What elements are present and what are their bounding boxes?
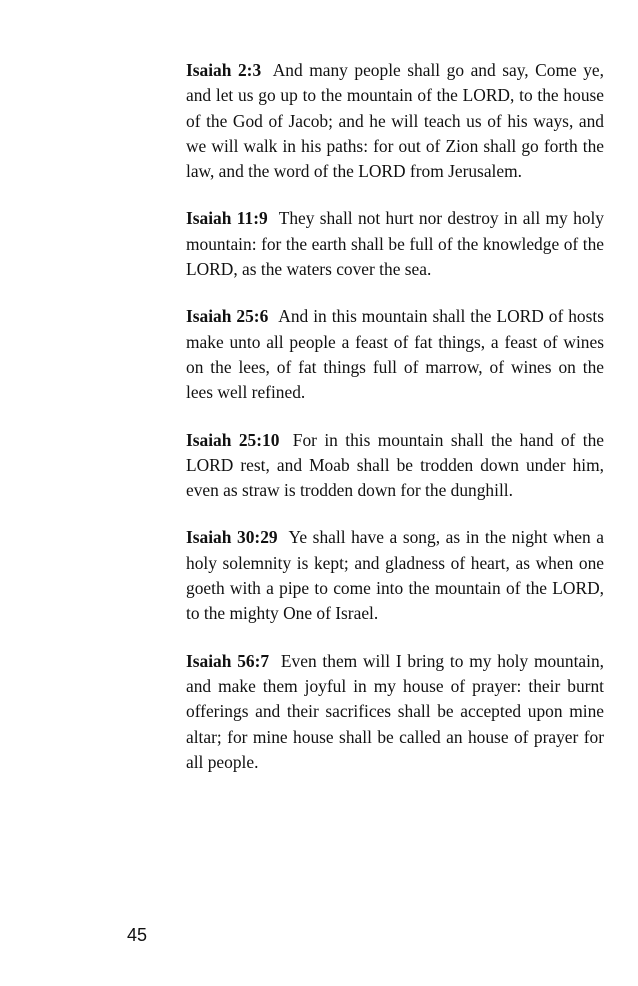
verse-reference: Isaiah 11:9	[186, 208, 268, 229]
verse-paragraph	[186, 525, 604, 626]
verse-reference: Isaiah 25:10	[186, 429, 280, 450]
verse-text: For in this mountain shall the hand of the LORD rest, and Moab shall be trodden down under him, even as straw is trodden down for the dunghill.	[186, 429, 604, 501]
verse-paragraph	[186, 428, 604, 504]
verse-reference: Isaiah 2:3	[186, 60, 262, 80]
verse-text: Even them will I bring to my holy mountain, and make them joyful in my house of prayer: their burnt offerings and their sacrifices shall be accepted upon mine altar; for mine house shall be called an house of prayer for all people.	[186, 650, 605, 772]
verse-paragraph	[186, 304, 604, 405]
verse-paragraph	[186, 206, 604, 282]
page-number: 45	[127, 925, 148, 945]
verse-reference: Isaiah 56:7	[186, 650, 270, 671]
verse-paragraph	[186, 649, 604, 775]
verse-text: And in this mountain shall the LORD of hosts make unto all people a feast of fat things, a feast of wines on the lees, of fat things full of marrow, of wines on the lees well refined.	[186, 306, 604, 403]
verse-text: And many people shall go and say, Come ye, and let us go up to the mountain of the LORD, to the house of the God of Jacob; and he will teach us of his ways, and we will walk in his paths: for out of Zion shall go forth the law, and the word of the LORD from Jerusalem.	[186, 60, 604, 182]
verse-paragraph	[186, 58, 604, 184]
verse-reference: Isaiah 30:29	[186, 527, 278, 548]
verse-list	[186, 58, 604, 775]
verse-reference: Isaiah 25:6	[186, 306, 269, 327]
verse-text: Ye shall have a song, as in the night when a holy solemnity is kept; and gladness of heart, as when one goeth with a pipe to come into the mountain of the LORD, to the mighty One of Israel.	[186, 527, 604, 624]
verse-text: They shall not hurt nor destroy in all my holy mountain: for the earth shall be full of the knowledge of the LORD, as the waters cover the sea.	[186, 208, 604, 280]
